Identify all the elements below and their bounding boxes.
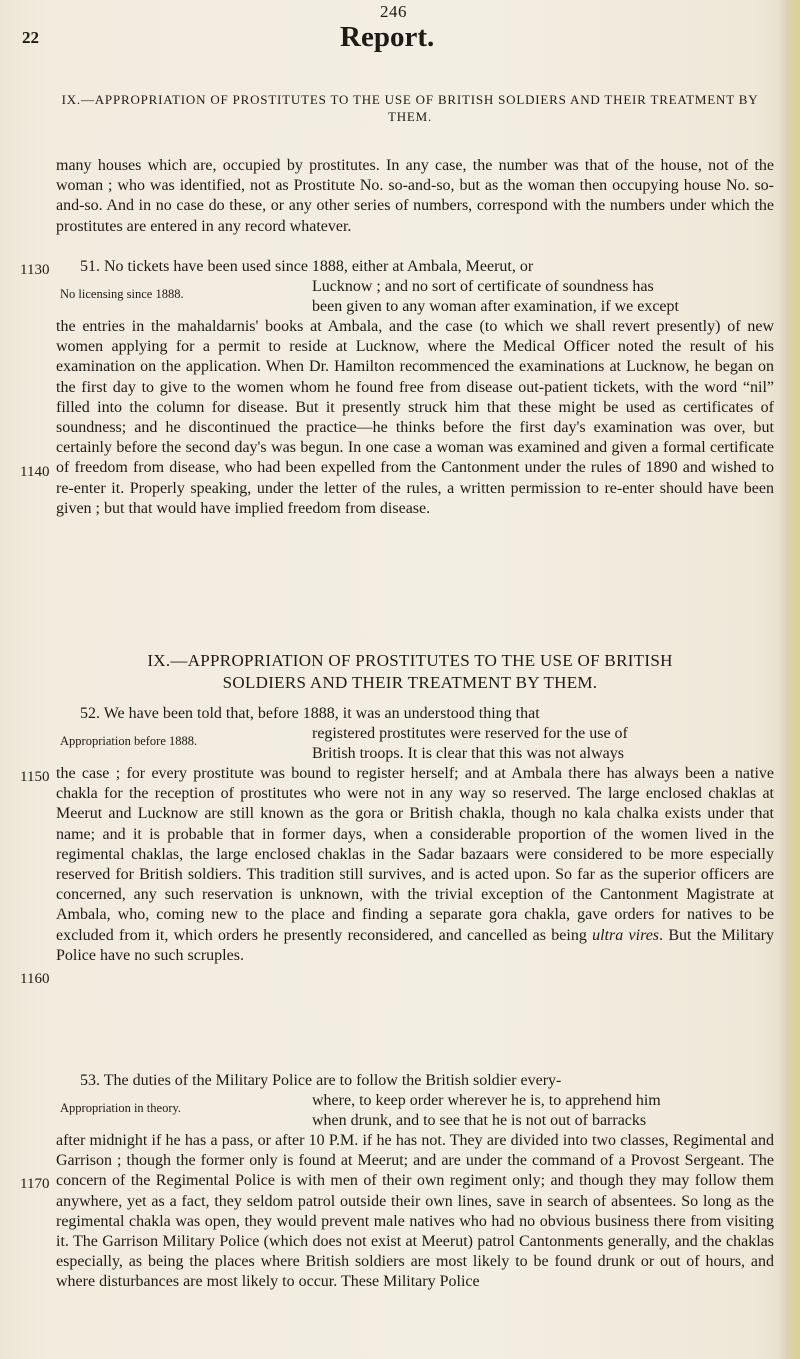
paragraph-52-body (56, 764, 774, 966)
paragraph-1: many houses which are, occupied by prostitutes. In any case, the number was that of the house, not of the woman ; who was identified, not as Prostitute No. so-and-so, but as the woman then occupying house No. so-and-so. And in no case do these, or any other series of numbers, correspond with the numbers under which the prostitutes are entered in any record whatever. (56, 157, 774, 235)
side-note-appropriation-theory: Appropriation in theory. (60, 1101, 182, 1115)
paragraph-53-line-1: 53. The duties of the Military Police are to follow the British soldier every- (80, 1072, 562, 1089)
line-number-1160: 1160 (20, 971, 50, 987)
section-heading-line-1: IX.—APPROPRIATION OF PROSTITUTES TO THE USE OF BRITISH (147, 651, 673, 670)
paragraph-52-body-b: . But the Military Police have no such scruples. (56, 926, 775, 964)
paragraph-51-line-1: 51. No tickets have been used since 1888, either at Ambala, Meerut, or (80, 258, 534, 275)
line-number-1150: 1150 (20, 769, 50, 785)
page-number: 246 (380, 2, 407, 21)
line-number-1130: 1130 (20, 262, 50, 278)
paragraph-52-line-1: 52. We have been told that, before 1888, it was an understood thing that (80, 705, 540, 722)
line-number-1170: 1170 (20, 1176, 50, 1192)
paragraph-53-body: after midnight if he has a pass, or after 10 P.M. if he has not. They are divided into two classes, Regimental and Garrison ; though the former only is found at Meerut; and are under the command of a Provost Sergeant. The concern of the Regimental Police is with men of their own regiment only; and though they may follow them anywhere, yet as a fact, they seldom patrol outside their own lines, save in search of absentees. So long as the regimental chakla was open, they would prevent male natives who had no obvious business there from visiting it. The Garrison Military Police (which does not exist at Meerut) patrol Cantonments generally, and the chaklas especially, as being the places where British soldiers are most likely to be found drunk or out of hours, and where disturbances are most likely to occur. These Military Police (56, 1132, 774, 1291)
running-page-number: 22 (22, 28, 39, 47)
running-header: IX.—APPROPRIATION OF PROSTITUTES TO THE USE OF BRITISH SOLDIERS AND THEIR TREATMENT BY THEM. (61, 92, 759, 124)
ultra-vires-italic: ultra vires (592, 926, 660, 944)
paragraph-52-line-3: British troops. It is clear that this was not always (312, 745, 624, 762)
page-edge (778, 0, 800, 1359)
section-heading-line-2: SOLDIERS AND THEIR TREATMENT BY THEM. (222, 673, 598, 692)
line-number-1140: 1140 (20, 464, 50, 480)
side-note-no-licensing: No licensing since 1888. (60, 287, 184, 301)
paragraph-51-body: the entries in the mahaldarnis' books at Ambala, and the case (to which we shall revert presently) of new women applying for a permit to reside at Lucknow, where the Medical Officer noted the result of his examination on the application. When Dr. Hamilton recommenced the examinations at Lucknow, he began on the first day to give to the women whom he found free from disease out-patient tickets, with the word “nil” filled into the column for disease. But it presently struck him that these might be used as certificates of soundness; and he discontinued the practice—he thinks before the first day's examination was over, but certainly before the second day's was begun. In one case a woman was examined and given a formal certificate of freedom from disease, who had been expelled from the Cantonment under the rules of 1890 and wished to re-enter it. Properly speaking, under the letter of the rules, a written permission to re-enter should have been given ; but that would have implied freedom from disease. (56, 318, 774, 517)
paragraph-52-body-a: the case ; for every prostitute was bound to register herself; and at Ambala there has always been a native chakla for the reception of prostitutes who were not in any way so reserved. The large enclosed chaklas at Meerut and Lucknow are still known as the gora or British chakla, though no kala chalka exists under that name; and it is probable that in former days, when a considerable proportion of the women lived in the regimental chaklas, the large enclosed chaklas in the Sadar bazaars were considered to be more especially reserved for British soldiers. This tradition still survives, and is acted upon. So far as the superior officers are concerned, any such reservation is unknown, with the trivial exception of the Cantonment Magistrate at Ambala, who, coming new to the place and finding a separate gora chakla, gave orders for natives to be excluded from it, which orders he presently reconsidered, and cancelled as being (56, 765, 774, 944)
paragraph-53-line-2: where, to keep order wherever he is, to apprehend him (312, 1092, 661, 1109)
running-title: Report. (340, 21, 435, 53)
paragraph-53-line-3: when drunk, and to see that he is not out of barracks (312, 1112, 647, 1129)
paragraph-52-line-2: registered prostitutes were reserved for the use of (312, 725, 628, 742)
side-note-appropriation-before: Appropriation before 1888. (60, 734, 198, 748)
paragraph-51-line-2: Lucknow ; and no sort of certificate of soundness has (312, 278, 654, 295)
paragraph-51-line-3: been given to any woman after examination, if we except (312, 298, 679, 315)
